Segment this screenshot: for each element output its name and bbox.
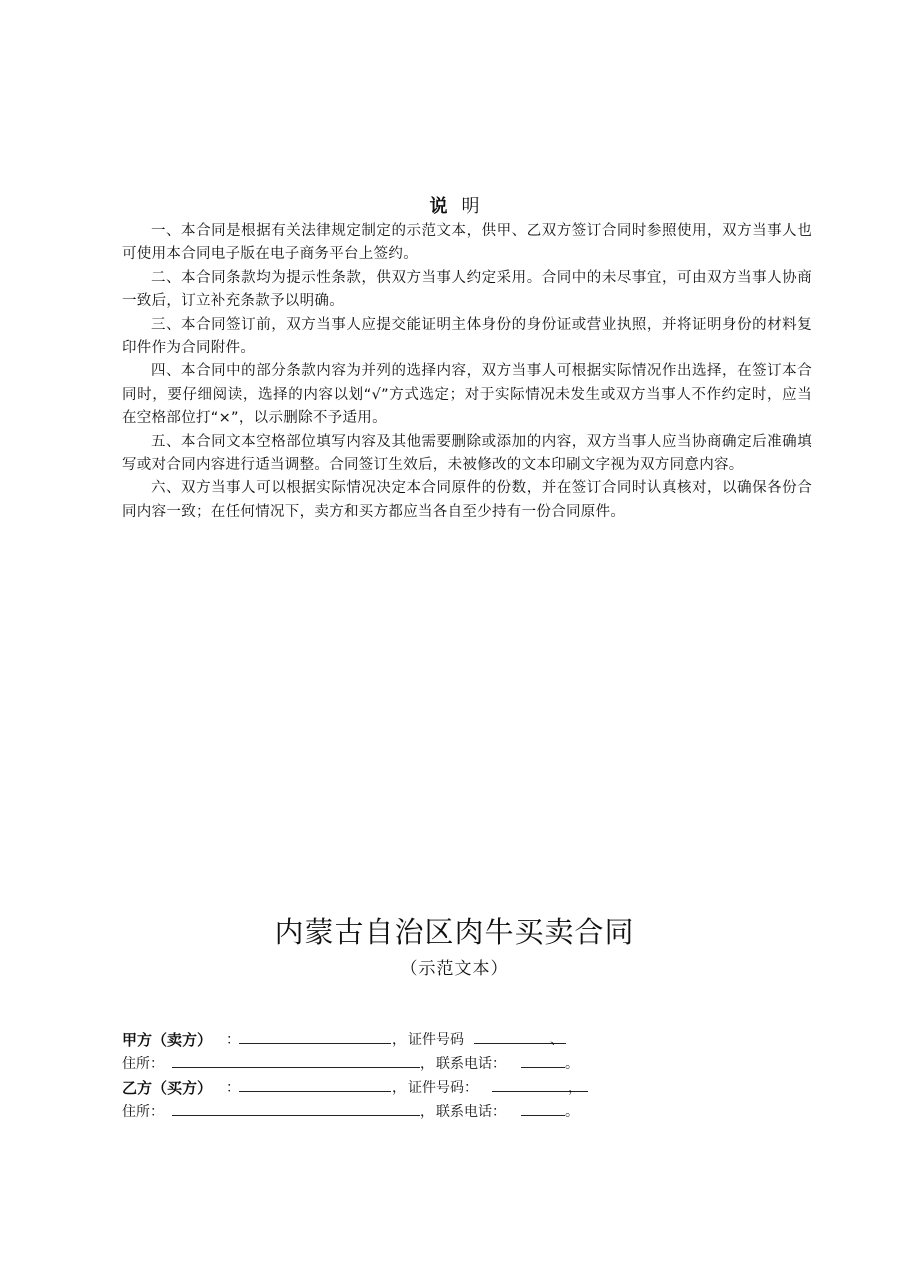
buyer-phone-blank[interactable]	[521, 1100, 565, 1124]
seller-id-tail: 、	[550, 1032, 564, 1048]
note-paragraph-5: 五、本合同文本空格部位填写内容及其他需要删除或添加的内容，双方当事人应当协商确定后准确填写或对合同内容进行适当调整。合同签订生效后，未被修改的文本印刷文字视为双方同意内容。	[122, 433, 812, 474]
note-paragraph-2: 二、本合同条款均为提示性条款，供双方当事人约定采用。合同中的未尽事宜，可由双方当事人协商一致后，订立补充条款予以明确。	[122, 269, 812, 310]
seller-phone-label: 联系电话：	[436, 1056, 506, 1072]
notes-title-part2: 明	[461, 196, 480, 217]
buyer-comma: ，	[392, 1080, 406, 1096]
note-paragraph-3: 三、本合同签订前，双方当事人应提交能证明主体身份的身份证或营业执照，并将证明身份的材料复印件作为合同附件。	[122, 316, 812, 357]
seller-phone-blank[interactable]	[521, 1052, 565, 1076]
notes-body	[122, 220, 812, 524]
buyer-address-label: 住所：	[122, 1104, 164, 1120]
parties-block	[122, 1028, 822, 1124]
buyer-id-label: 证件号码：	[408, 1080, 478, 1096]
seller-address-blank[interactable]	[172, 1052, 420, 1076]
seller-row	[122, 1028, 822, 1052]
note-paragraph-6: 六、双方当事人可以根据实际情况决定本合同原件的份数，并在签订合同时认真核对，以确保各份合同内容一致；在任何情况下，卖方和买方都应当各自至少持有一份合同原件。	[122, 480, 812, 520]
seller-address-comma: ，	[420, 1056, 434, 1072]
seller-label: 甲方（卖方）	[122, 1031, 213, 1049]
seller-phone-period: 。	[565, 1056, 579, 1072]
seller-address-label: 住所：	[122, 1056, 164, 1072]
buyer-phone-label: 联系电话：	[436, 1104, 506, 1120]
contract-subtitle: （示范文本）	[400, 959, 509, 979]
seller-colon: ：	[226, 1032, 240, 1048]
buyer-colon: ：	[226, 1080, 240, 1096]
seller-name-blank[interactable]	[239, 1028, 391, 1052]
buyer-address-row	[122, 1100, 822, 1124]
buyer-address-blank[interactable]	[172, 1100, 420, 1124]
buyer-phone-period: 。	[565, 1104, 579, 1120]
buyer-row	[122, 1076, 822, 1100]
buyer-name-blank[interactable]	[239, 1076, 391, 1100]
buyer-address-comma: ，	[420, 1104, 434, 1120]
notes-title-part1: 说	[429, 196, 448, 217]
note-paragraph-1: 一、本合同是根据有关法律规定制定的示范文本，供甲、乙双方签订合同时参照使用，双方当事人也可使用本合同电子版在电子商务平台上签约。	[122, 223, 812, 263]
note-paragraph-4: 四、本合同中的部分条款内容为并列的选择内容，双方当事人可根据实际情况作出选择，在签订本合同时，要仔细阅读，选择的内容以划“√”方式选定；对于实际情况未发生或双方当事人不作约定时，应当在空格部位打“×”，以示删除不予适用。	[122, 363, 812, 427]
seller-comma: ，	[392, 1032, 406, 1048]
seller-id-label: 证件号码	[408, 1032, 464, 1048]
contract-title: 内蒙古自治区肉牛买卖合同	[274, 915, 635, 949]
notes-title	[0, 195, 909, 219]
buyer-label: 乙方（买方）	[122, 1079, 213, 1097]
buyer-id-tail: ，	[568, 1080, 582, 1096]
seller-address-row	[122, 1052, 822, 1076]
